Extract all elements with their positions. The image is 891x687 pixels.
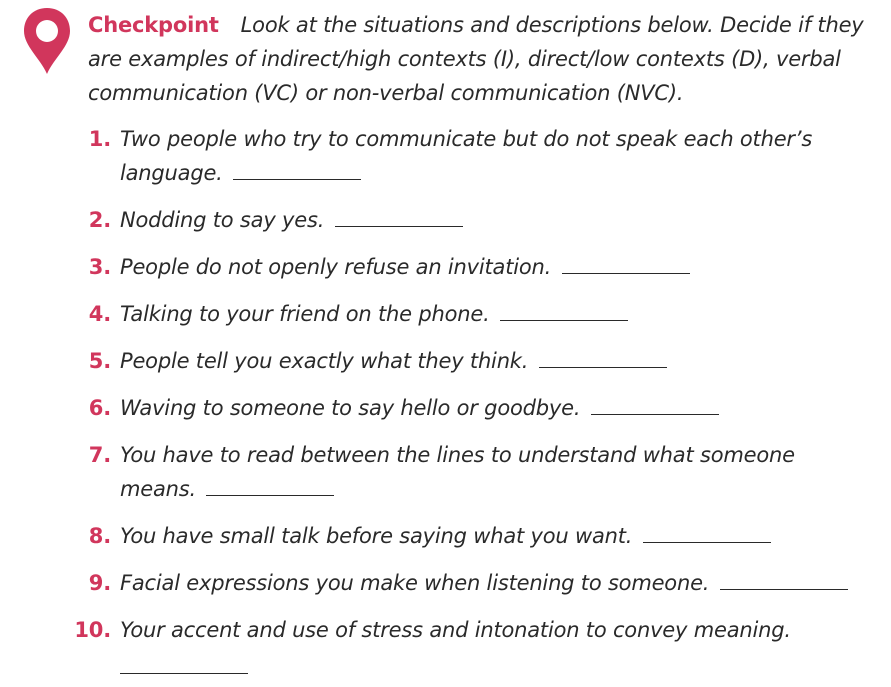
exercise-item-7 <box>0 438 891 506</box>
answer-blank[interactable] <box>539 347 667 368</box>
item-number: 5. <box>88 349 111 373</box>
item-text: People tell you exactly what they think. <box>120 349 529 373</box>
answer-blank[interactable] <box>335 206 463 227</box>
item-text: Facial expressions you make when listening to someone. <box>120 571 710 595</box>
exercise-item-1 <box>0 122 891 190</box>
item-number: 6. <box>88 396 111 420</box>
answer-blank[interactable] <box>591 394 719 415</box>
exercise-item-6 <box>0 391 891 425</box>
item-text: You have small talk before saying what you want. <box>120 524 633 548</box>
item-number: 10. <box>74 618 111 642</box>
answer-blank[interactable] <box>120 653 248 674</box>
checkpoint-label: Checkpoint <box>88 13 219 37</box>
item-text: Nodding to say yes. <box>120 208 325 232</box>
exercise-item-2 <box>0 203 891 237</box>
item-number: 8. <box>88 524 111 548</box>
checkpoint-instructions <box>88 8 878 110</box>
answer-blank[interactable] <box>562 253 690 274</box>
item-number: 4. <box>88 302 111 326</box>
exercise-list <box>0 122 891 687</box>
exercise-item-4 <box>0 297 891 331</box>
exercise-item-5 <box>0 344 891 378</box>
item-number: 7. <box>88 443 111 467</box>
item-text: People do not openly refuse an invitation. <box>120 255 552 279</box>
exercise-item-10 <box>0 613 891 674</box>
exercise-item-3 <box>0 250 891 284</box>
answer-blank[interactable] <box>206 475 334 496</box>
answer-blank[interactable] <box>233 159 361 180</box>
answer-blank[interactable] <box>500 300 628 321</box>
item-number: 1. <box>88 127 111 151</box>
item-text: Waving to someone to say hello or goodbye. <box>120 396 581 420</box>
item-number: 9. <box>88 571 111 595</box>
answer-blank[interactable] <box>720 569 848 590</box>
exercise-item-8 <box>0 519 891 553</box>
item-number: 2. <box>88 208 111 232</box>
item-text: Your accent and use of stress and intonation to convey meaning. <box>120 618 791 642</box>
item-text: Two people who try to communicate but do not speak each other’s language. <box>120 127 813 185</box>
item-text: You have to read between the lines to understand what someone means. <box>120 443 795 501</box>
exercise-item-9 <box>0 566 891 600</box>
location-pin-icon <box>22 6 72 76</box>
instructions-text: Look at the situations and descriptions below. Decide if they are examples of indirect/high contexts (I), direct/low contexts (D), verbal communication (VC) or non-verbal communication (NVC). <box>88 13 864 105</box>
item-number: 3. <box>88 255 111 279</box>
item-text: Talking to your friend on the phone. <box>120 302 490 326</box>
answer-blank[interactable] <box>643 522 771 543</box>
